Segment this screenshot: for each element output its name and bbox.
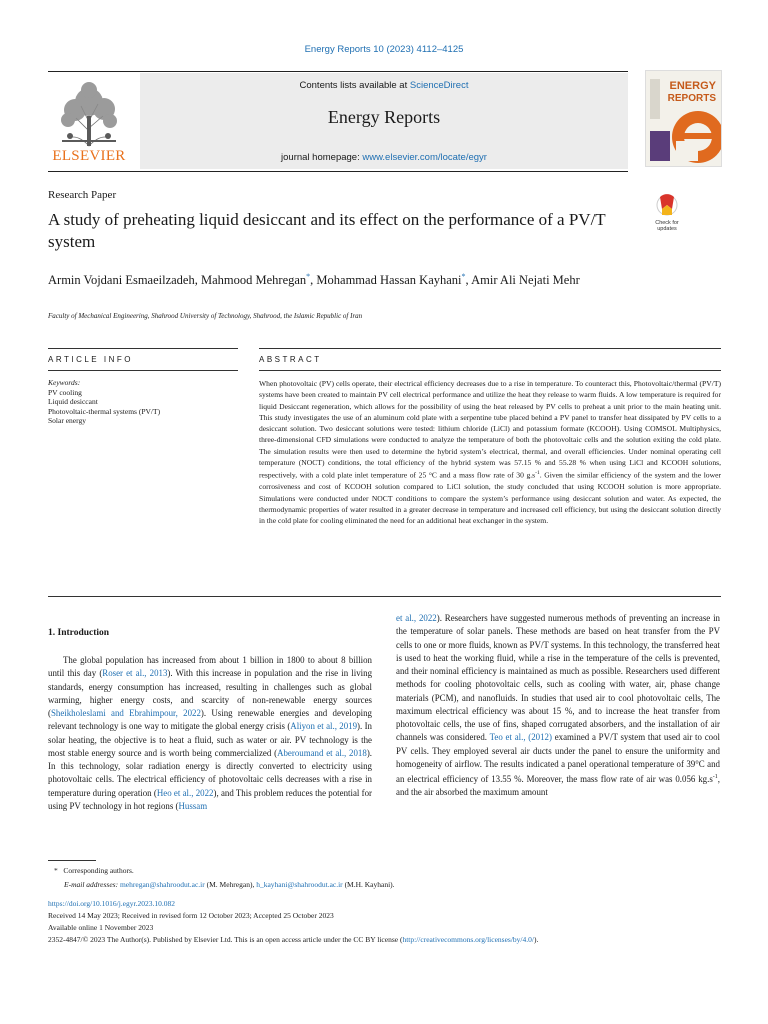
header-top-rule <box>48 71 628 72</box>
badge-label-line-2: updates <box>657 226 677 232</box>
citation-link[interactable]: Sheikholeslami and Ebrahimpour, 2022 <box>50 708 201 718</box>
text-run: examined a PV/T system that used air to cool PV cells. They employed several air ducts under the panel to ensure the uniformity and homogeneity of airflow. The results indicated a panel operational temperature of 39°C and an electrical efficiency of 13.55 %. Moreover, the mass flow rate of air was 0.056 kg.s <box>396 732 720 784</box>
keyword-item: Liquid desiccant <box>48 397 98 406</box>
text-run: The global population has increased from about 1 billion in 1800 to about 8 billion until this day ( <box>48 655 372 679</box>
body-column-left <box>48 654 372 813</box>
author-name[interactable]: Armin Vojdani Esmaeilzadeh <box>48 273 195 288</box>
article-title: A study of preheating liquid desiccant and its effect on the performance of a PV/T system <box>48 210 606 251</box>
article-info-heading: ARTICLE INFO <box>48 355 133 364</box>
abstract-part-2: . Given the similar efficiency of the system and the lower corrosiveness and cost of KCOOH solution compared to LiCl solution, the study concluded that using KCOOH solution is more appropriate. Simulations were conducted under NOCT conditions to compare the system’s performance using desiccant solution and water. As expected, the thermodynamic properties of water resulted in a greater decrease in temperature and increased cell efficiency, but using the desiccant solution directly in the cold plate for cooling eliminated the need for an additional heat exchanger in the system. <box>259 470 721 526</box>
keyword-item: Photovoltaic-thermal systems (PV/T) <box>48 406 161 416</box>
contents-prefix: Contents lists available at <box>299 80 410 91</box>
citation-link[interactable]: Hussam <box>178 800 208 811</box>
cover-title-line-2: REPORTS <box>667 93 716 104</box>
abstract-superscript: -1 <box>535 470 540 477</box>
text-run: ). Using renewable energies and developing relevant technology is one way to mitigate the global energy crisis ( <box>48 708 372 732</box>
journal-name: Energy Reports <box>327 107 441 127</box>
email-addresses <box>64 880 395 889</box>
elsevier-wordmark: ELSEVIER <box>52 148 126 164</box>
intro-paragraph-continued <box>396 612 720 799</box>
article-info-top-rule <box>48 348 238 349</box>
text-run: ). Researchers have suggested numerous methods of preventing an increase in the temperature of solar panels. These methods are based on heat transfer from the PV cells to one or more fluids, known as PV/T systems. In this technology, the transferred heat is used to heat the working fluid, while a rise in the temperature of the cells is prevented, and their nominal efficiency is maintained as much as possible. Researchers used different methods for cooling photovoltaic cells, such as cooling with water, air, phase change materials (PCM), and nanofluids. In studies that used air to cool photovoltaic cells, The maximum electrical efficiency was about 15 %, and to increase the heat transfer from photovoltaic cells, the use of fins, shaped corrugated absorbers, and the installation of air channels was considered. <box>396 613 720 743</box>
header-bottom-rule <box>48 171 628 172</box>
abstract-top-rule <box>259 348 721 349</box>
abstract-heading: ABSTRACT <box>259 355 322 364</box>
abstract-bottom-rule <box>259 370 721 371</box>
citation-link[interactable]: Heo et al., 2022 <box>156 787 214 798</box>
license-statement <box>48 935 738 944</box>
citation-link[interactable]: et al., 2022 <box>396 613 437 623</box>
body-separator-rule <box>48 596 721 597</box>
corresponding-author-mark[interactable]: * <box>461 272 466 281</box>
author-name[interactable]: Mohammad Hassan Kayhani <box>316 273 462 288</box>
citation-link[interactable]: Roser et al., 2013 <box>102 668 168 679</box>
author-affiliation: Faculty of Mechanical Engineering, Shahrood University of Technology, Shahrood, the Islamic Republic of Iran <box>48 312 363 320</box>
email-link-kayhani[interactable]: h_kayhani@shahroodut.ac.ir <box>256 880 343 889</box>
keywords-list <box>48 388 160 426</box>
author-list: Armin Vojdani Esmaeilzadeh, Mahmood Mehregan*, Mohammad Hassan Kayhani*, Amir Ali Nejati Mehr <box>48 272 580 288</box>
sciencedirect-link[interactable]: ScienceDirect <box>409 80 469 91</box>
text-run: ). In this technology, solar radiation energy is directly converted to electricity using photovoltaic cells. The electrical efficiency of photovoltaic cells decreases with a rise in temperature during operation ( <box>48 747 372 798</box>
doi-link[interactable]: https://doi.org/10.1016/j.egyr.2023.10.082 <box>48 899 175 908</box>
keyword-item: Solar energy <box>48 416 86 425</box>
text-run: ). With this increase in population and the rise in living standards, energy consumption has increased, resulting in challenges such as global warming, higher energy costs, and scarcity of non-renewable energy sources ( <box>48 668 373 718</box>
superscript: -1 <box>712 774 718 780</box>
keyword-item: PV cooling <box>48 387 82 397</box>
text-run: ), and This problem reduces the potential for using PV technology in hot regions ( <box>48 787 372 811</box>
article-type: Research Paper <box>48 189 117 201</box>
check-for-updates-icon <box>648 193 686 233</box>
email-name-1: (M. Mehregan), <box>204 880 257 889</box>
journal-cover-thumbnail[interactable] <box>645 70 722 167</box>
online-date: Available online 1 November 2023 <box>48 923 154 932</box>
section-heading-introduction: 1. Introduction <box>48 628 110 638</box>
corresponding-label: Corresponding authors. <box>63 866 134 875</box>
author-name[interactable]: Amir Ali Nejati Mehr <box>471 273 580 288</box>
article-info-bottom-rule <box>48 370 238 371</box>
abstract-text <box>259 378 721 526</box>
email-label: E-mail addresses: <box>64 880 120 889</box>
license-prefix: 2352-4847/© 2023 The Author(s). Published by Elsevier Ltd. This is an open access article under the CC BY license ( <box>48 935 403 944</box>
body-column-right <box>396 612 720 799</box>
homepage-prefix: journal homepage: <box>281 152 363 163</box>
cover-graphic <box>646 71 721 166</box>
email-link-mehregan[interactable]: mehregan@shahroodut.ac.ir <box>119 880 205 889</box>
license-link[interactable]: http://creativecommons.org/licenses/by/4.0/ <box>402 935 534 944</box>
citation-link[interactable]: Aberoumand et al., 2018 <box>277 747 367 758</box>
citation-link[interactable]: Teo et al., (2012) <box>489 732 552 743</box>
abstract-part-1: When photovoltaic (PV) cells operate, their electrical efficiency decreases due to a rise in temperature. To counteract this, Photovoltaic/thermal (PV/T) systems have been created to maintain PV cell electrical performance and utilize the heat they release to warm fluids. A low temperature is required for liquid Desiccant regeneration, which allows for the possibility of using the heat released by PV cells to preheat a unit prior to the main heating unit. This study investigates the use of an aluminum cold plate with a serpentine tube placed behind a PV panel to transfer heat dissipated by PV cells to a desiccant solution. Two desiccant solutions were tested: lithium chloride (LiCl) and potassium formate (KCOOH). Using COMSOL Multiphysics, three-dimensional CFD simulations were conducted to analyze the temperature of both the photovoltaic cells and the solution exiting the cold plate. The simulation results were then used to determine the hybrid system’s electrical, thermal, and overall efficiencies. Under nominal operating cell temperature (NOCT) conditions, the total efficiency of the hybrid system was 57.15 % and 55.28 % when using LiCl and KCOOH solutions, respectively, with a cold plate inlet temperature of 25 °C and a mass flow rate of 30 g.s <box>259 379 721 480</box>
footnote-rule <box>48 860 96 861</box>
journal-citation-link[interactable]: Energy Reports 10 (2023) 4112–4125 <box>304 44 464 55</box>
text-run: , and the air absorbed the maximum amount <box>396 773 720 798</box>
cover-title-line-1: ENERGY <box>669 80 716 92</box>
email-name-2: (M.H. Kayhani). <box>342 880 395 889</box>
author-name[interactable]: Mahmood Mehregan <box>200 273 307 288</box>
contents-availability <box>140 80 628 91</box>
text-run: ). In solar heating, the objective is to heat a fluid, such as water or air. PV technology is the most stable energy source and is worth being commercialized ( <box>48 721 372 758</box>
corresponding-author-mark[interactable]: * <box>306 272 311 281</box>
corresponding-author-note <box>54 866 134 875</box>
homepage-link[interactable]: www.elsevier.com/locate/egyr <box>362 152 487 163</box>
keywords-block <box>48 378 160 426</box>
badge-label-line-1: Check for <box>655 220 679 226</box>
check-for-updates-badge[interactable] <box>648 193 686 233</box>
footnote-asterisk: * <box>54 866 64 875</box>
intro-paragraph-1 <box>48 654 372 813</box>
journal-homepage <box>140 152 628 163</box>
citation-link[interactable]: Aliyon et al., 2019 <box>290 721 358 732</box>
license-suffix: ). <box>533 935 539 944</box>
keywords-label: Keywords: <box>48 378 81 387</box>
received-dates: Received 14 May 2023; Received in revised form 12 October 2023; Accepted 25 October 2023 <box>48 911 334 920</box>
